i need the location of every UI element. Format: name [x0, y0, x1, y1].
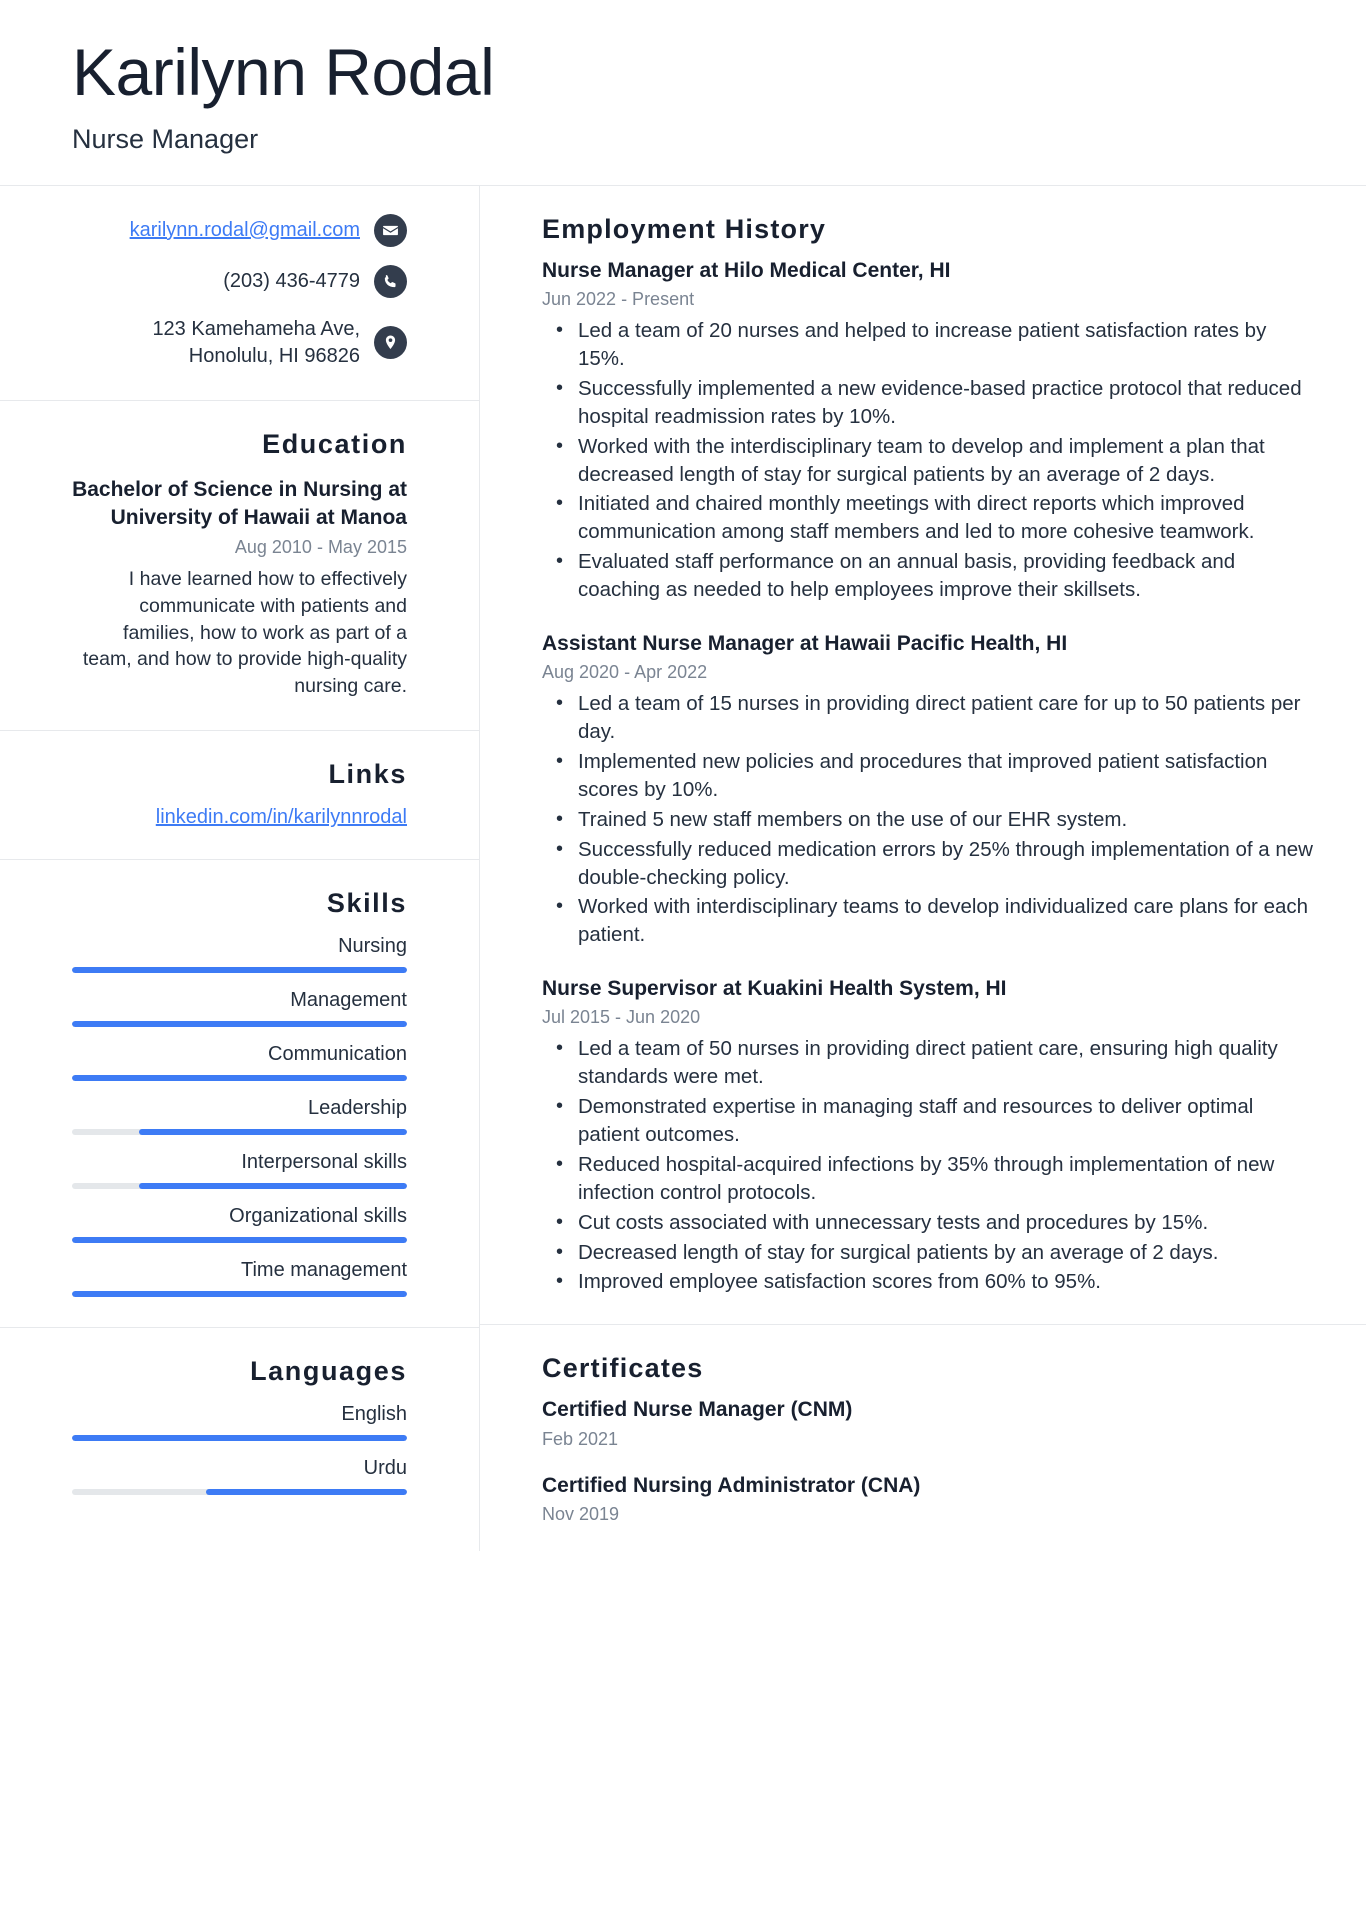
contact-address-row[interactable]: [72, 316, 407, 370]
bullet-item: • Led a team of 50 nurses in providing direct patient care, ensuring high quality standards were met.: [576, 1035, 1316, 1091]
employment-entry-title: Nurse Manager at Hilo Medical Center, HI: [542, 258, 951, 282]
bullet-item: • Trained 5 new staff members on the use of our EHR system.: [576, 806, 1316, 834]
certificate-entry: [542, 1472, 1316, 1525]
bar-fill: [72, 1237, 407, 1243]
candidate-job-title: Nurse Manager: [72, 123, 259, 154]
bar-track: [72, 1183, 407, 1189]
resume-header: [0, 0, 1366, 185]
certificate-title: Certified Nurse Manager (CNM): [542, 1398, 853, 1422]
skills-list: [72, 935, 407, 1297]
certificate-date: Nov 2019: [542, 1503, 620, 1524]
contact-email-text: [130, 217, 360, 244]
bar-item: [72, 989, 407, 1027]
bar-label: Nursing: [338, 935, 407, 958]
bar-item: [72, 1259, 407, 1297]
employment-entry: [542, 257, 1316, 604]
bar-fill: [139, 1129, 407, 1135]
bar-label: Communication: [268, 1043, 407, 1066]
employment-entry-bullets: [542, 690, 1316, 949]
bullet-item: • Initiated and chaired monthly meetings with direct reports which improved communication among staff members and led to more cohesive teamwork.: [576, 490, 1316, 546]
certificate-entry: [542, 1396, 1316, 1449]
employment-entry-bullets: [542, 317, 1316, 604]
bar-fill: [72, 1435, 407, 1441]
bar-track: [72, 1075, 407, 1081]
contact-address-text: [152, 316, 360, 370]
skills-section: [0, 860, 479, 1328]
bar-item: [72, 1097, 407, 1135]
bar-label: Leadership: [308, 1097, 407, 1120]
education-description: I have learned how to effectively communicate with patients and families, how to work as part of a team, and how to provide high-quality nursing care.: [82, 567, 407, 698]
bar-label: Organizational skills: [229, 1205, 407, 1228]
certificates-list: [542, 1396, 1316, 1525]
employment-history-section: [480, 186, 1366, 1325]
bar-fill: [72, 1075, 407, 1081]
education-degree: Bachelor of Science in Nursing at University of Hawaii at Manoa: [72, 477, 407, 529]
employment-entry-title: Assistant Nurse Manager at Hawaii Pacific Health, HI: [542, 631, 1068, 655]
bullet-item: • Implemented new policies and procedures that improved patient satisfaction scores by 10%.: [576, 748, 1316, 804]
location-pin-icon: [374, 326, 407, 359]
bar-track: [72, 1021, 407, 1027]
employment-entry-date: Jul 2015 - Jun 2020: [542, 1007, 701, 1028]
bar-item: [72, 1043, 407, 1081]
address-line-2: Honolulu, HI 96826: [188, 344, 360, 367]
bar-fill: [139, 1183, 407, 1189]
bullet-item: • Demonstrated expertise in managing staff and resources to deliver optimal patient outcomes.: [576, 1093, 1316, 1149]
contact-phone-text: (203) 436-4779: [223, 269, 360, 292]
education-heading: Education: [262, 428, 407, 459]
bar-track: [72, 1237, 407, 1243]
bar-fill: [72, 967, 407, 973]
envelope-icon: [374, 214, 407, 247]
candidate-name: Karilynn Rodal: [72, 35, 495, 109]
bullet-item: • Worked with interdisciplinary teams to develop individualized care plans for each patient.: [576, 893, 1316, 949]
address-line-1: 123 Kamehameha Ave,: [152, 317, 360, 340]
bar-label: Time management: [241, 1259, 407, 1282]
bullet-item: • Improved employee satisfaction scores from 60% to 95%.: [576, 1268, 1316, 1296]
bar-track: [72, 1129, 407, 1135]
employment-entry-bullets: [542, 1035, 1316, 1296]
bullet-item: • Successfully implemented a new evidence-based practice protocol that reduced hospital readmission rates by 10%.: [576, 375, 1316, 431]
bar-label: Interpersonal skills: [241, 1151, 407, 1174]
bullet-item: • Led a team of 20 nurses and helped to increase patient satisfaction rates by 15%.: [576, 317, 1316, 373]
certificate-date: Feb 2021: [542, 1428, 619, 1449]
bar-item: [72, 1205, 407, 1243]
bar-item: [72, 1457, 407, 1495]
bullet-item: • Reduced hospital-acquired infections by 35% through implementation of new infection control protocols.: [576, 1151, 1316, 1207]
languages-heading: Languages: [250, 1356, 407, 1387]
phone-icon: [374, 265, 407, 298]
employment-history-heading: Employment History: [542, 213, 827, 244]
bullet-item: • Worked with the interdisciplinary team to develop and implement a plan that decreased length of stay for surgical patients by an average of 2 days.: [576, 433, 1316, 489]
contact-phone-row[interactable]: [72, 265, 407, 298]
links-section: [0, 731, 479, 860]
link-item[interactable]: [72, 806, 407, 829]
sidebar: [0, 186, 480, 1551]
bar-track: [72, 1435, 407, 1441]
bar-label: English: [341, 1403, 407, 1426]
bar-label: Management: [290, 989, 407, 1012]
resume-body: [0, 185, 1366, 1551]
links-heading: Links: [328, 759, 407, 790]
contact-email-row[interactable]: [72, 214, 407, 247]
bar-item: [72, 1151, 407, 1189]
linkedin-link[interactable]: linkedin.com/in/karilynnrodal: [155, 806, 407, 829]
bar-label: Urdu: [363, 1457, 407, 1480]
bullet-item: • Decreased length of stay for surgical patients by an average of 2 days.: [576, 1239, 1316, 1267]
bullet-item: • Evaluated staff performance on an annual basis, providing feedback and coaching as needed to help employees improve their skillsets.: [576, 548, 1316, 604]
employment-entry: [542, 630, 1316, 949]
certificate-title: Certified Nursing Administrator (CNA): [542, 1473, 921, 1497]
bar-item: [72, 935, 407, 973]
bar-fill: [206, 1489, 407, 1495]
education-section: [0, 401, 479, 731]
bar-track: [72, 1291, 407, 1297]
bullet-item: • Cut costs associated with unnecessary tests and procedures by 15%.: [576, 1209, 1316, 1237]
bar-track: [72, 1489, 407, 1495]
certificates-section: [480, 1325, 1366, 1551]
certificates-heading: Certificates: [542, 1353, 704, 1384]
languages-section: [0, 1328, 479, 1525]
bullet-item: • Led a team of 15 nurses in providing direct patient care for up to 50 patients per day.: [576, 690, 1316, 746]
education-date: Aug 2010 - May 2015: [234, 536, 407, 557]
bullet-item: • Successfully reduced medication errors by 25% through implementation of a new double-checking policy.: [576, 836, 1316, 892]
bar-fill: [72, 1291, 407, 1297]
employment-entry-date: Aug 2020 - Apr 2022: [542, 662, 708, 683]
bar-track: [72, 967, 407, 973]
bar-fill: [72, 1021, 407, 1027]
skills-heading: Skills: [326, 888, 407, 919]
employment-entry-title: Nurse Supervisor at Kuakini Health System, HI: [542, 977, 1007, 1001]
email-link[interactable]: karilynn.rodal@gmail.com: [129, 218, 360, 241]
main-content: [480, 186, 1366, 1551]
contact-details-section: [0, 186, 479, 401]
languages-list: [72, 1403, 407, 1495]
employment-entry: [542, 975, 1316, 1296]
bar-item: [72, 1403, 407, 1441]
employment-entry-date: Jun 2022 - Present: [542, 289, 695, 310]
jobs-list: [542, 257, 1316, 1296]
